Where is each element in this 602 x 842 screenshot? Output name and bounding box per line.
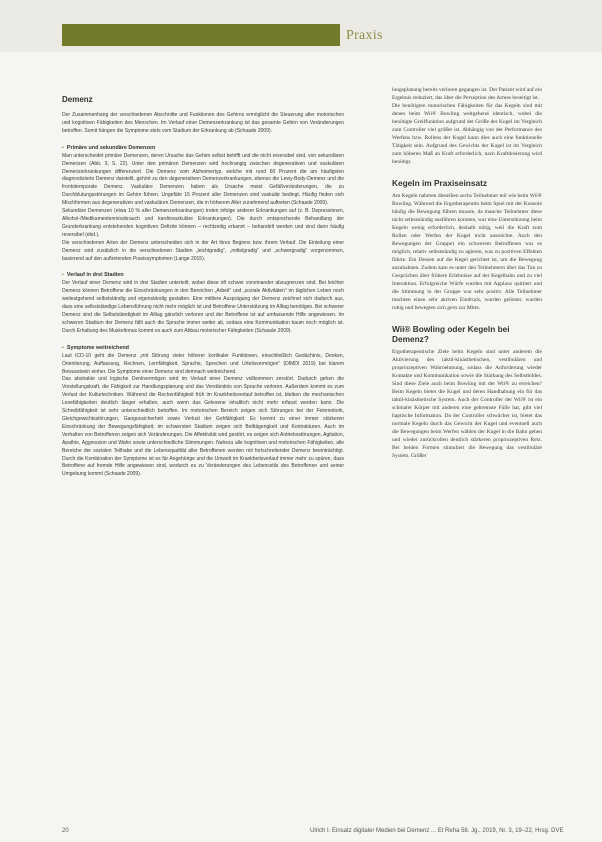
paragraph: Sekundäre Demenzen (etwa 10 % aller Demenzerkrankungen) treten infolge anderer Erkrankungen auf (z. B. Depressionen, Alkohol-/Medikamentenmissbrauch und kardiovaskuläre Erkrankungen). Die durch entsprechende Behandlung der Grunderkrankung entstehenden kognitiven Defizite können – rechtzeitig erkannt – behandelt werden und sind dann häufig reversibel (ebd.).	[62, 208, 344, 238]
page-number: 20	[62, 828, 69, 834]
section-label: Praxis	[346, 28, 383, 43]
paragraph: Das abstrakte und logische Denkvermögen wird im Verlauf einer Demenz vollkommen zerstört. Dadurch gehen die Vorstellungskraft, die Fähigkeit zur Handlungsplanung und das Verständnis von Sprache verloren. Außerdem kommt es zum Verlust der Kulturtechniken. Während die Rechenfähigkeit früh im Krankheitsverlauf betroffen ist, bleiben die mechanischen Lesefähigkeiten deutlich länger erhalten, auch wenn das Gelesene inhaltlich nicht mehr erfasst werden kann. Die Schreibfähigkeit ist sehr unterschiedlich betroffen. Im motorischen Bereich zeigen sich Störungen bei der Feinmotorik, Gleichgewichtsstörungen, Gangunsicherheit sowie Verlust der Gehfähigkeit. Es kommt zu einer immer stärkeren Einschränkung der Bewegungsfähigkeit; im schwersten Stadium zeigen sich Bettlägerigkeit und Kontrakturen. Auch im Verhalten von Betroffenen zeigen sich Veränderungen. Die Affektivität wird gestört, es zeigen sich Antriebsstörungen, Agitation, Apathie, Aggression und Wahn sowie unterschiedliche Stimmungen. Nahezu alle kognitiven und motorischen Fähigkeiten, alle Bereiche der sozialen Teilhabe und die Lebensqualität aller Betroffenen werden mit fortschreitender Demenz beeinträchtigt. Durch die Kombination der Symptome ist es für Angehörige und die Umwelt im Krankheitsverlauf immer mehr zu spüren, dass Betroffene auf fremde Hilfe angewiesen sind, wodurch es zu Veränderungen des Lebensstils des Betroffenen und seiner Umgebung kommt (Schaade 2009).	[62, 376, 344, 478]
section-color-bar	[62, 24, 340, 46]
subheading-stages: ▪ Verlauf in drei Stadien	[62, 272, 124, 279]
paragraph: Die benötigten motorischen Fähigkeiten für das Kegeln sind mit denen beim Wii® Bowling weitgehend identisch, wobei die benötigte Greiffunktion aufgrund der Größe der Kugel im Vergleich zum Controller viel größer ist. Abhängig von der Performance des Werfens bzw. Rollens der Kugel kann dies auch eine funktionelle Tätigkeit sein. Aufgrund des Gewichts der Kugel ist im Vergleich zum höheren Maß an Kraft erforderlich, nach Kraftdosierung wird benötigt.	[392, 103, 542, 165]
left-column	[62, 95, 344, 479]
paragraph: lungsplanung bereits verloren gegangen ist. Der Patient wird auf ein Ergebnis reduziert, das über die Perzeption des Armes beseitigt ist.	[392, 87, 542, 101]
heading-demenz: Demenz	[62, 95, 93, 104]
paragraph: Der Verlauf einer Demenz wird in drei Stadien unterteilt, wobei diese oft schwer voneinander abzugrenzen sind. Bei leichter Demenz können Betroffene die Einschränkungen in den Bereichen „Arbeit“ und „soziale Aktivitäten“ im täglichen Leben noch weitestgehend selbstständig und eigenständig gestalten. Eine mittlere Ausprägung der Demenz zeichnet sich dadurch aus, dass eine selbstständige Lebensführung nicht mehr möglich ist und Betroffene Unterstützung im Alltag benötigen. Bei schwerer Demenz sind die Selbstständigkeit im Alltag gänzlich verloren und der Betroffene ist auf umfassende Hilfe angewiesen. Im schweren Stadium der Demenz fällt auch die Sprache immer weiter ab, sodass eine Kommunikation kaum noch möglich ist. Durch Erhaltung des Muskeltonus kommt es auch zum Abbau motorischer Fähigkeiten (Schaade 2009).	[62, 280, 344, 334]
paragraph: Man unterscheidet primäre Demenzen, deren Ursache das Gehirn selbst betrifft und die nicht reversibel sind, von sekundären Demenzen (Abb. 3, S. 22). Unter den primären Demenzen wird hochrangig zwischen degenerativen und vaskulären Demenzerkrankungen differenziert. Die Demenz vom Alzheimertyp, welche mit rund 60 Prozent die am häufigsten diagnostizierte Demenz darstellt, gehört zu den degenerativen Demenzerkrankungen, ebenso die Lewy-Body-Demenz und die frontotemporale Demenz. Vaskuläre Demenzen haben als Ursache meist Gefäßveränderungen, die zu Durchblutungsstörungen im Gehirn führen. Ungefähr 15 Prozent aller Demenzen sind vaskulär bedingt. Häufig finden sich Mischformen aus degenerativen und vaskulären Demenzen, die in höherem Alter zunehmend auftreten (Schaade 2009).	[62, 152, 344, 207]
subheading-symptoms: ▪ Symptome weitreichend	[62, 344, 129, 351]
bullet-icon: ▪	[62, 144, 64, 151]
subheading-primary-secondary: ▪ Primäre und sekundäre Demenzen	[62, 144, 156, 151]
heading-kegeln-praxis: Kegeln im Praxiseinsatz	[392, 178, 487, 188]
citation-line: Ulrich I. Einsatz digitaler Medien bei Demenz ... Et Reha 58. Jg., 2019, Nr. 3, 19–22, Hrsg. DVE	[310, 828, 564, 834]
paragraph: Laut ICD-10 geht die Demenz „mit Störung vieler höherer kortikaler Funktionen, einschließlich Gedächtnis, Denken, Orientierung, Auffassung, Rechnen, Lernfähigkeit, Sprache, Sprechen und Urteilsvermögen“ (DIMDI 2019) bei klarem Bewusstsein einher. Die Symptome einer Demenz sind demnach weitreichend.	[62, 352, 344, 375]
bullet-icon: ▪	[62, 272, 64, 279]
heading-wii-vs-kegeln: Wii® Bowling oder Kegeln bei Demenz?	[392, 324, 510, 344]
paragraph: Die verschiedenen Arten der Demenz unterscheiden sich in der Art ihres Beginns bzw. ihrem Verlauf. Die Einteilung einer Demenz wird zusätzlich in die verschiedenen Stadien „leichtgradig“, „mittelgradig“ und „schwergradig“ vorgenommen, basierend auf den auftretenden Praxissymptomen (Lange 2015).	[62, 239, 344, 262]
right-column	[392, 86, 542, 460]
intro-paragraph: Der Zusammenhang der verschiedenen Abschnitte und Funktionen des Gehirns ermöglicht die Steuerung aller motorischen und kognitiven Fähigkeiten des Menschen. Im Verlauf einer Demenzerkrankung ist das gesamte Gehirn von Veränderungen betroffen. Somit hängen die Symptome stets vom Stadium der Erkrankung ab (Schaade 2009).	[62, 112, 344, 134]
bullet-icon: ▪	[62, 344, 64, 351]
paragraph: Am Kegeln nahmen dieselben sechs Teilnehmer teil wie beim Wii® Bowling. Während die Ergotherapeutin beim Spiel mit der Konsole häufig die Bewegung führen musste, da manche Teilnehmer diese nicht selbstständig ausführen konnten, war eine Unterstützung beim Kegeln wenig erforderlich, deshalb nötig, weil die Kraft zum Rollen oder Werfen der Kugel nicht ausreichte. Auch den Bewegungen der Gruppe) ein schwerem Betroffenen war es möglich, relativ selbstständig zu agieren, was zu positiven Effekten führte. Ein Dessen auf die Kegel gerichtet ist, um die Bewegung anzubahnen. Zudem kam es unter den Teilnehmern über das Tun zu Gesprächen über frühere Erlebnisse auf der Kegelbahn und zu viel Interaktion. Erfolgreiche Würfe wurden mit Applaus quittiert und die Stimmung in der Gruppe war sehr positiv. Alle Teilnehmer machten einen sehr aktiven Eindruck, wurden gelöster, wurden ruhig und bewegten sich gern zur Mitte.	[392, 193, 542, 311]
paragraph: Ergotherapeutische Ziele beim Kegeln sind unter anderem die Aktivierung des taktil-kinästhetischen, vestibulären und propriozeptiven Wahrnehmung, sodass die Anforderung wieder Kontakte und Kommunikation sowie die Stärkung des Selbstbildes. Sind diese Ziele auch beim Bowling mit der Wii® zu erreichen? Beim Kegeln bietet die Kugel und deren Handhabung ein für das taktil-kinästhetische System. Auch der Controller der Wii® ist ein schmaler Körper mit anderen eine gebremste Fülle hat, gibt viel haptische Information. Da der Controller schwächer ist, bietet das normale Kegeln durch das Gewicht der Kugel und eventuell auch die Bewegungen beim Werfen wählen der Kugel in die Bahn gehen und wieder zurückrollen deutlich stärkeren propriozeptiven Reiz. Bei beiden Formen stimuliert die Bewegung das vestibuläre System. Größer	[392, 349, 542, 459]
